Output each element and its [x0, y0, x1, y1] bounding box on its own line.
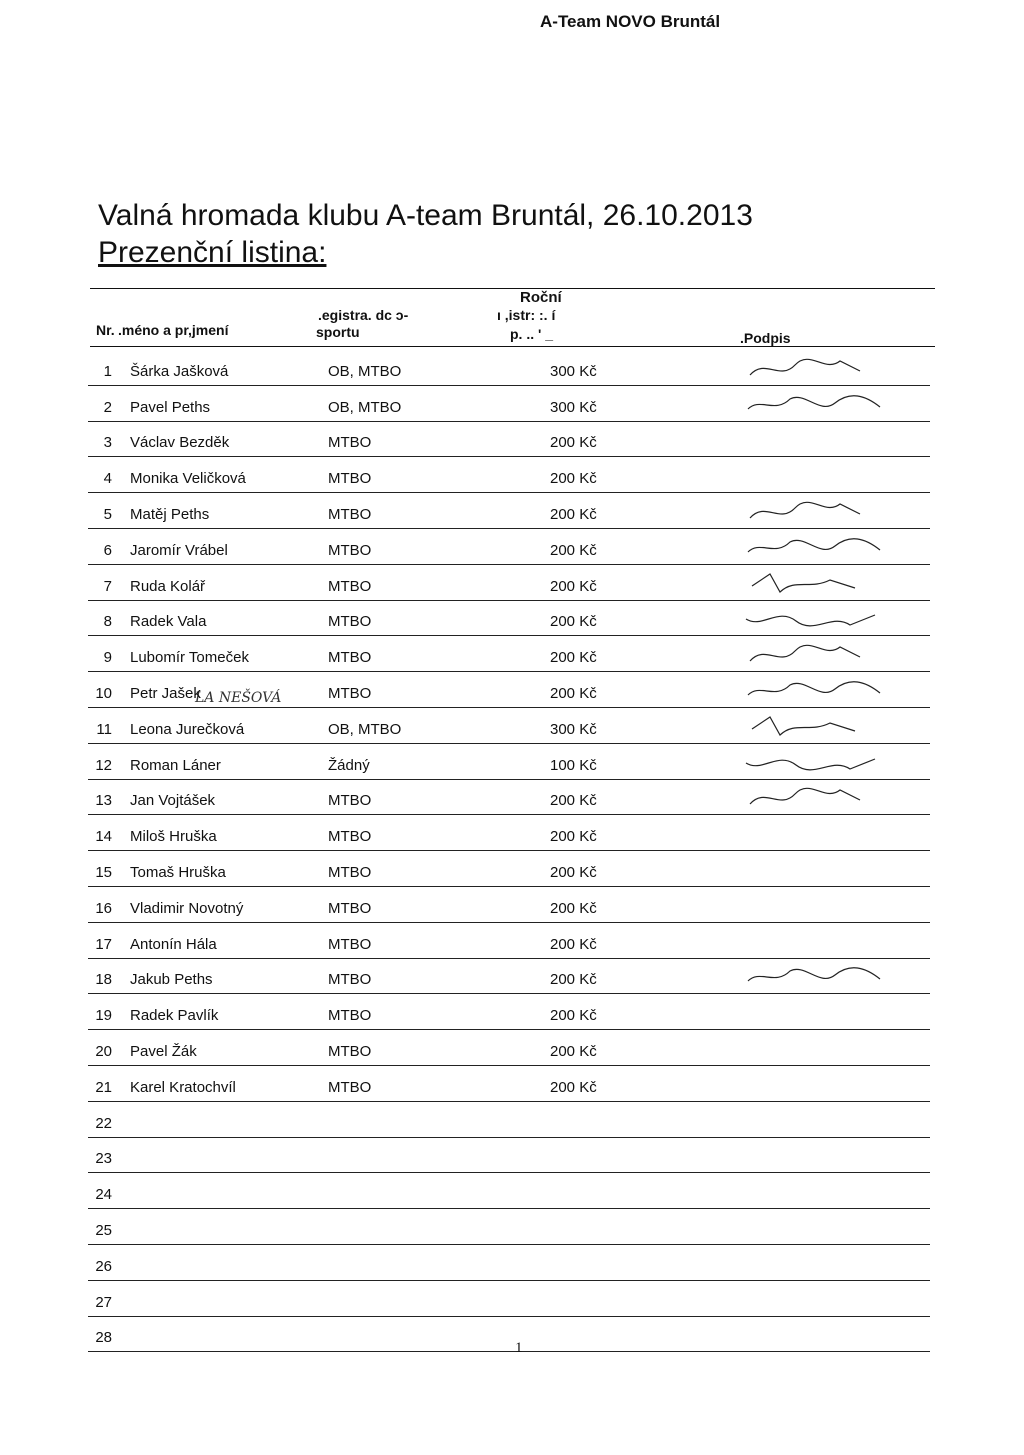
- row-name: Leona Jurečková: [130, 720, 245, 738]
- row-number: 8: [103, 613, 112, 631]
- table-row: [88, 1317, 930, 1353]
- row-number: 18: [95, 971, 112, 989]
- row-name: Tomaš Hruška: [130, 863, 226, 881]
- row-registration: OB, MTBO: [328, 362, 402, 380]
- row-number: 14: [95, 828, 112, 846]
- row-name: Miloš Hruška: [130, 828, 217, 846]
- table-row: [88, 350, 930, 386]
- row-name: Radek Vala: [130, 613, 207, 631]
- handwritten-signature: [740, 496, 890, 526]
- row-number: 25: [95, 1221, 112, 1239]
- row-number: 20: [95, 1042, 112, 1060]
- row-name: Václav Bezděk: [130, 434, 230, 452]
- table-row: [88, 994, 930, 1030]
- row-number: 3: [103, 434, 112, 452]
- row-fee: 200 Kč: [550, 649, 597, 667]
- row-fee: 200 Kč: [550, 1042, 597, 1060]
- table-row: [88, 887, 930, 923]
- row-number: 12: [95, 756, 112, 774]
- row-number: 17: [95, 935, 112, 953]
- page-header: A-Team NOVO Bruntál: [540, 12, 721, 31]
- row-registration: MTBO: [328, 1078, 372, 1096]
- row-registration: MTBO: [328, 577, 372, 595]
- table-row: [88, 923, 930, 959]
- row-fee: 200 Kč: [550, 828, 597, 846]
- row-name: Monika Veličková: [130, 470, 246, 488]
- handwritten-signature: [740, 353, 890, 383]
- row-registration: MTBO: [328, 684, 372, 702]
- row-number: 21: [95, 1078, 112, 1096]
- row-registration: MTBO: [328, 935, 372, 953]
- table-row: [88, 672, 930, 708]
- row-name: Vladimir Novotný: [130, 899, 244, 917]
- table-row: [88, 780, 930, 816]
- row-registration: MTBO: [328, 541, 372, 559]
- table-row: [88, 1030, 930, 1066]
- row-number: 5: [103, 505, 112, 523]
- table-row: [88, 1281, 930, 1317]
- table-row: [88, 708, 930, 744]
- row-name: Roman Láner: [130, 756, 221, 774]
- row-registration: MTBO: [328, 1042, 372, 1060]
- row-name: Radek Pavlík: [130, 1007, 219, 1025]
- row-fee: 200 Kč: [550, 899, 597, 917]
- row-fee: 200 Kč: [550, 541, 597, 559]
- handwritten-signature: [740, 568, 890, 598]
- handwritten-signature: [740, 532, 890, 562]
- handwritten-signature: [740, 782, 890, 812]
- handwritten-signature: [740, 747, 890, 777]
- table-row: [88, 422, 930, 458]
- row-registration: MTBO: [328, 792, 372, 810]
- row-name: Jaromír Vrábel: [130, 541, 228, 559]
- row-name: Antonín Hála: [130, 935, 217, 953]
- row-number: 13: [95, 792, 112, 810]
- row-registration: MTBO: [328, 899, 372, 917]
- row-number: 11: [96, 720, 112, 738]
- table-row: [88, 851, 930, 887]
- row-registration: MTBO: [328, 613, 372, 631]
- row-registration: MTBO: [328, 434, 372, 452]
- row-registration: MTBO: [328, 1007, 372, 1025]
- row-fee: 200 Kč: [550, 684, 597, 702]
- handwritten-signature: [740, 961, 890, 991]
- row-name: Jan Vojtášek: [130, 792, 216, 810]
- page-title: Valná hromada klubu A-team Bruntál, 26.10.2013: [98, 199, 753, 232]
- handwritten-signature: [740, 639, 890, 669]
- table-row: [88, 493, 930, 529]
- row-name: Ruda Kolář: [130, 577, 206, 595]
- table-row: [88, 601, 930, 637]
- row-fee: 200 Kč: [550, 470, 597, 488]
- row-number: 16: [95, 899, 112, 917]
- row-number: 15: [95, 863, 112, 881]
- row-fee: 300 Kč: [550, 362, 597, 380]
- row-fee: 200 Kč: [550, 863, 597, 881]
- handwritten-signature: [740, 389, 890, 419]
- row-number: 28: [95, 1329, 112, 1347]
- row-number: 22: [95, 1114, 112, 1132]
- table-row: [88, 1102, 930, 1138]
- table-row: [88, 457, 930, 493]
- column-header-rule: [90, 346, 935, 347]
- row-fee: 300 Kč: [550, 720, 597, 738]
- row-fee: 200 Kč: [550, 792, 597, 810]
- row-number: 23: [95, 1150, 112, 1168]
- table-row: [88, 744, 930, 780]
- table-row: [88, 959, 930, 995]
- row-fee: 200 Kč: [550, 434, 597, 452]
- row-fee: 200 Kč: [550, 505, 597, 523]
- table-row: [88, 1173, 930, 1209]
- row-registration: MTBO: [328, 649, 372, 667]
- row-registration: MTBO: [328, 971, 372, 989]
- row-number: 24: [95, 1186, 112, 1204]
- table-row: [88, 1138, 930, 1174]
- column-header-registration: .egistra. dc ɔ-: [318, 307, 409, 323]
- column-header-fee-line2: ı ,istr: :. í: [497, 307, 556, 323]
- row-name: Šárka Jašková: [130, 362, 229, 380]
- row-number: 7: [103, 577, 112, 595]
- table-row: [88, 386, 930, 422]
- row-number: 6: [103, 541, 112, 559]
- row-name: Pavel Peths: [130, 398, 211, 416]
- row-name: Pavel Žák: [130, 1042, 197, 1060]
- row-registration: MTBO: [328, 828, 372, 846]
- row-registration: OB, MTBO: [328, 398, 402, 416]
- row-name: Karel Kratochvíl: [130, 1078, 236, 1096]
- handwritten-correction: LA NEŠOVÁ: [195, 690, 282, 706]
- table-row: [88, 529, 930, 565]
- row-fee: 200 Kč: [550, 1078, 597, 1096]
- row-number: 9: [103, 649, 112, 667]
- column-header-signature: .Podpis: [740, 330, 791, 346]
- row-number: 10: [95, 684, 112, 702]
- column-header-name: .méno a pr,jmení: [118, 322, 229, 338]
- row-number: 27: [95, 1293, 112, 1311]
- row-fee: 200 Kč: [550, 971, 597, 989]
- row-fee: 300 Kč: [550, 398, 597, 416]
- row-registration: OB, MTBO: [328, 720, 402, 738]
- row-registration: MTBO: [328, 863, 372, 881]
- row-number: 26: [95, 1257, 112, 1275]
- row-fee: 200 Kč: [550, 935, 597, 953]
- row-registration: Žádný: [328, 756, 370, 774]
- table-row: [88, 565, 930, 601]
- page-subtitle: Prezenční listina:: [98, 236, 327, 269]
- row-name: Petr Jašek: [130, 684, 201, 702]
- row-name: Lubomír Tomeček: [130, 649, 249, 667]
- handwritten-signature: [740, 675, 890, 705]
- row-fee: 100 Kč: [550, 756, 597, 774]
- header-rule: [90, 288, 935, 289]
- column-header-fee: Roční: [520, 289, 562, 306]
- row-number: 2: [103, 398, 112, 416]
- table-row: [88, 1245, 930, 1281]
- table-row: [88, 815, 930, 851]
- row-registration: MTBO: [328, 505, 372, 523]
- handwritten-signature: [740, 603, 890, 633]
- row-number: 4: [103, 470, 112, 488]
- table-row: [88, 1066, 930, 1102]
- row-number: 1: [103, 362, 112, 380]
- row-number: 19: [95, 1007, 112, 1025]
- row-fee: 200 Kč: [550, 613, 597, 631]
- table-row: [88, 1209, 930, 1245]
- column-header-fee-line3: p. .. ' _: [510, 326, 554, 342]
- attendance-table: [0, 350, 1024, 1352]
- page-number: 1: [515, 1340, 523, 1356]
- handwritten-signature: [740, 711, 890, 741]
- row-registration: MTBO: [328, 470, 372, 488]
- row-name: Matěj Peths: [130, 505, 210, 523]
- column-header-nr: Nr.: [96, 322, 115, 338]
- row-name: Jakub Peths: [130, 971, 213, 989]
- column-header-registration-line2: sportu: [316, 324, 360, 340]
- table-row: [88, 636, 930, 672]
- row-fee: 200 Kč: [550, 1007, 597, 1025]
- row-fee: 200 Kč: [550, 577, 597, 595]
